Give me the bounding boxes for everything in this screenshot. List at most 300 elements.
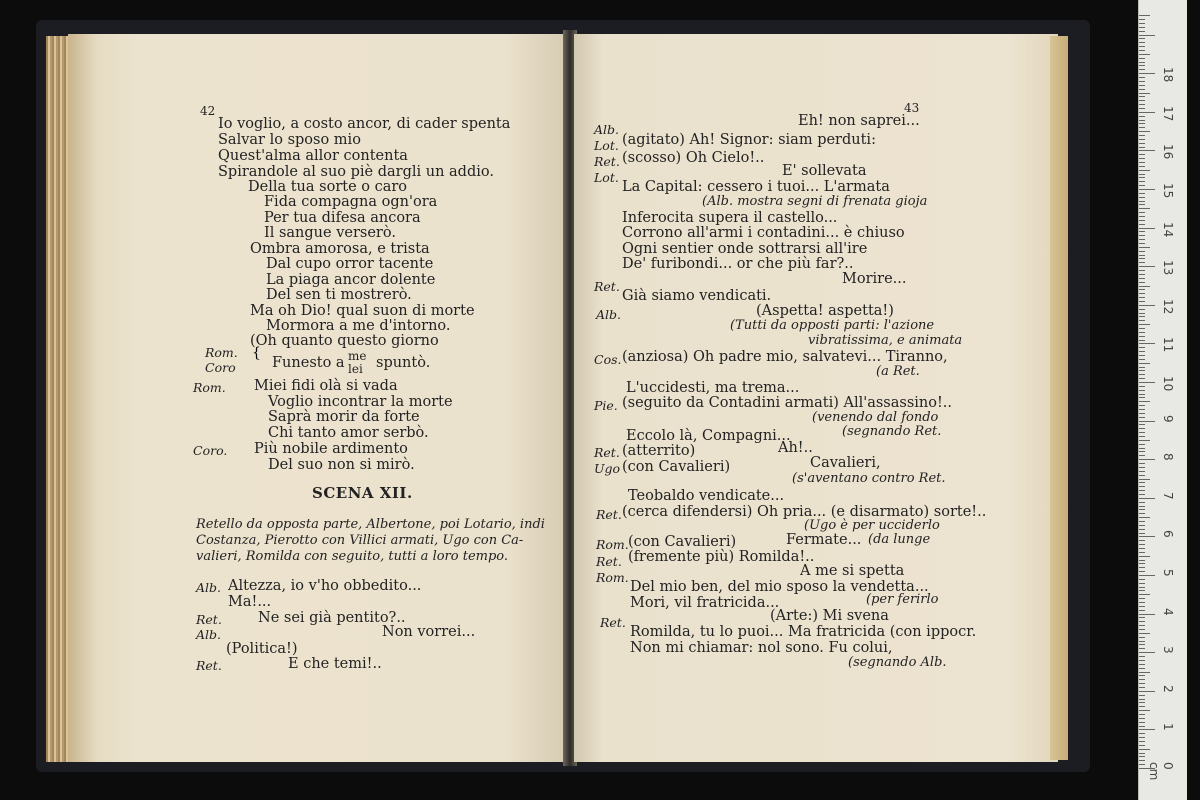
ruler-tick (1139, 421, 1155, 422)
ruler-tick (1139, 494, 1145, 495)
speaker: Alb. (196, 627, 221, 642)
brace-icon: { (252, 345, 261, 361)
ruler-tick (1139, 382, 1155, 383)
speaker: Lot. (594, 170, 619, 185)
ruler-tick (1139, 85, 1145, 86)
ruler-tick (1139, 444, 1145, 445)
dialogue-line: (atterrito) (622, 443, 696, 459)
dialogue-line: De' furibondi... or che più far?.. (622, 256, 854, 272)
ruler-tick (1139, 351, 1145, 352)
ruler-tick (1139, 108, 1145, 109)
ruler-tick (1139, 127, 1145, 128)
ruler-tick (1139, 239, 1145, 240)
speaker: Alb. (596, 307, 621, 322)
verse-line: Miei fidi olà si vada (254, 378, 398, 394)
ruler-tick (1139, 170, 1150, 171)
ruler-tick (1139, 235, 1145, 236)
ruler-tick (1139, 208, 1150, 209)
verse-line: Chi tanto amor serbò. (268, 425, 429, 441)
ruler-tick (1139, 718, 1145, 719)
ruler-tick (1139, 764, 1145, 765)
ruler-tick (1139, 397, 1145, 398)
ruler-tick (1139, 228, 1155, 229)
ruler-tick (1139, 413, 1145, 414)
ruler-tick (1139, 73, 1155, 74)
ruler-tick (1139, 77, 1145, 78)
speaker: Rom. (193, 380, 226, 395)
dialogue-line: (con Cavalieri) (622, 459, 731, 475)
ruler-tick (1139, 760, 1145, 761)
ruler-tick (1139, 224, 1145, 225)
ruler-tick (1139, 405, 1145, 406)
ruler-tick (1139, 62, 1145, 63)
ruler-tick (1139, 23, 1145, 24)
ruler-tick (1139, 590, 1145, 591)
verse-line: (Oh quanto questo giorno (250, 333, 439, 349)
ruler-tick (1139, 463, 1145, 464)
ruler-number: 10 (1161, 376, 1175, 392)
ruler-number: 14 (1161, 221, 1175, 237)
speaker: Coro. (193, 443, 228, 458)
ruler-tick (1139, 38, 1145, 39)
ruler-tick (1139, 370, 1145, 371)
verse-line: Saprà morir da forte (268, 409, 420, 425)
ruler-tick (1139, 521, 1145, 522)
dialogue-line: (seguito da Contadini armati) All'assassino!.. (622, 395, 953, 411)
ruler-number: 11 (1161, 337, 1175, 353)
dialogue-line: Romilda, tu lo puoi... Ma fratricida (con ippocr. (630, 624, 977, 640)
dialogue-line: Ne sei già pentito?.. (258, 610, 406, 626)
ruler-tick (1139, 123, 1145, 124)
speaker: Rom. (596, 537, 629, 552)
ruler-tick (1139, 286, 1150, 287)
ruler-tick (1139, 672, 1150, 673)
ruler-tick (1139, 679, 1145, 680)
ruler-tick (1139, 340, 1145, 341)
ruler-tick (1139, 683, 1145, 684)
ruler-tick (1139, 610, 1145, 611)
ruler-tick (1139, 440, 1150, 441)
ruler-number: 4 (1161, 607, 1175, 616)
ruler-tick (1139, 675, 1145, 676)
ruler-tick (1139, 722, 1145, 723)
ruler-tick (1139, 166, 1145, 167)
verse-line: Del sen ti mostrerò. (266, 287, 412, 303)
ruler-tick (1139, 517, 1150, 518)
dialogue-line: (Politica!) (226, 641, 298, 657)
ruler-tick (1139, 104, 1145, 105)
verse-line: La piaga ancor dolente (266, 272, 436, 288)
dialogue-line: (cerca difendersi) Oh pria... (e disarmato) sorte!.. (622, 504, 987, 520)
ruler-tick (1139, 513, 1145, 514)
verse-line: Salvar lo sposo mio (218, 132, 361, 148)
ruler-tick (1139, 525, 1145, 526)
ruler-tick (1139, 251, 1145, 252)
dialogue-line: (fremente più) Romilda!.. (628, 549, 815, 565)
ruler-tick (1139, 386, 1145, 387)
dialogue-line: Corrono all'armi i contadini... è chiuso (622, 225, 905, 241)
ruler-tick (1139, 93, 1150, 94)
ruler-tick (1139, 533, 1145, 534)
ruler-tick (1139, 424, 1145, 425)
ruler-tick (1139, 266, 1155, 267)
ruler-tick (1139, 448, 1145, 449)
ruler-tick (1139, 560, 1145, 561)
verse-line: Della tua sorte o caro (248, 179, 408, 195)
ruler-tick (1139, 394, 1145, 395)
ruler-tick (1139, 293, 1145, 294)
ruler-tick (1139, 355, 1145, 356)
ruler-tick (1139, 177, 1145, 178)
dialogue-line: Teobaldo vendicate... (628, 488, 785, 504)
ruler-tick (1139, 181, 1145, 182)
ruler-tick (1139, 27, 1145, 28)
verse-line: Per tua difesa ancora (264, 210, 421, 226)
ruler-tick (1139, 756, 1145, 757)
ruler-tick (1139, 749, 1150, 750)
stage-direction: (Tutti da opposti parti: l'azione (730, 318, 935, 333)
speaker: Lot. (594, 138, 619, 153)
verse-line: spuntò. (376, 355, 431, 371)
speaker: Rom. (205, 345, 238, 360)
stage-direction: valieri, Romilda con seguito, tutti a loro tempo. (196, 549, 509, 564)
ruler-tick (1139, 544, 1145, 545)
dialogue-line: La Capital: cessero i tuoi... L'armata (622, 179, 890, 195)
scene-title: SCENA XII. (312, 484, 413, 502)
ruler-tick (1139, 417, 1145, 418)
ruler-tick (1139, 660, 1145, 661)
ruler-tick (1139, 65, 1145, 66)
stage-direction: Retello da opposta parte, Albertone, poi Lotario, indi (196, 517, 545, 532)
ruler-tick (1139, 185, 1145, 186)
ruler-tick (1139, 695, 1145, 696)
ruler-tick (1139, 409, 1145, 410)
ruler-tick (1139, 212, 1145, 213)
dialogue-line: Eccolo là, Compagni... (626, 428, 791, 444)
stage-direction: (segnando Alb. (848, 655, 947, 670)
verse-line: Del suo non si mirò. (268, 457, 415, 473)
alt-word: me (348, 349, 367, 363)
ruler-tick (1139, 467, 1145, 468)
ruler-tick (1139, 664, 1145, 665)
ruler-tick (1139, 737, 1145, 738)
ruler-tick (1139, 274, 1145, 275)
dialogue-line: (anziosa) Oh padre mio, salvatevi... Tiranno, (622, 349, 948, 365)
ruler-tick (1139, 621, 1145, 622)
ruler-tick (1139, 471, 1145, 472)
ruler-number: 13 (1161, 260, 1175, 276)
verse-line: Ombra amorosa, e trista (250, 241, 430, 257)
ruler-tick (1139, 617, 1145, 618)
page-number: 43 (904, 101, 920, 115)
alt-word: lei (348, 362, 363, 376)
ruler-number: 5 (1161, 569, 1175, 577)
verse-line: Mormora a me d'intorno. (266, 318, 451, 334)
speaker: Pie. (594, 398, 618, 413)
ruler-tick (1139, 15, 1150, 16)
right-page-edge (1050, 36, 1068, 760)
ruler-tick (1139, 193, 1145, 194)
ruler-tick (1139, 687, 1145, 688)
ruler-tick (1139, 506, 1145, 507)
verse-line: Il sangue verserò. (264, 225, 396, 241)
ruler-number: 7 (1161, 491, 1175, 500)
ruler-tick (1139, 536, 1155, 537)
ruler-tick (1139, 378, 1145, 379)
ruler-tick (1139, 552, 1145, 553)
ruler-tick (1139, 58, 1145, 59)
ruler-tick (1139, 46, 1145, 47)
ruler-tick (1139, 31, 1145, 32)
ruler-tick (1139, 332, 1145, 333)
ruler-tick (1139, 652, 1155, 653)
ruler-tick (1139, 714, 1145, 715)
ruler-tick (1139, 139, 1145, 140)
ruler-tick (1139, 301, 1145, 302)
ruler-tick (1139, 482, 1145, 483)
ruler-tick (1139, 374, 1145, 375)
ruler-tick (1139, 35, 1155, 36)
ruler-number: 18 (1161, 67, 1175, 83)
ruler-number: 8 (1161, 453, 1175, 461)
ruler-tick (1139, 50, 1145, 51)
speaker: Ret. (196, 612, 222, 627)
ruler-tick (1139, 455, 1145, 456)
ruler-number: 9 (1161, 414, 1175, 423)
ruler-tick (1139, 243, 1145, 244)
dialogue-line: Ogni sentier onde sottrarsi all'ire (622, 241, 868, 257)
ruler-tick (1139, 270, 1145, 271)
verse-line: Io voglio, a costo ancor, di cader spenta (218, 116, 511, 132)
ruler-tick (1139, 313, 1145, 314)
speaker: Ret. (596, 507, 622, 522)
ruler-number: 0 cm (1147, 762, 1175, 781)
ruler-number: 6 (1161, 530, 1175, 539)
dialogue-line: Già siamo vendicati. (622, 288, 772, 304)
ruler-tick (1139, 436, 1145, 437)
ruler-tick (1139, 320, 1145, 321)
dialogue-line: Altezza, io v'ho obbedito... (228, 578, 422, 594)
ruler-tick (1139, 479, 1150, 480)
ruler-tick (1139, 571, 1145, 572)
ruler-tick (1139, 741, 1145, 742)
ruler-tick (1139, 699, 1145, 700)
dialogue-line: E' sollevata (782, 163, 867, 179)
stage-direction: (Alb. mostra segni di frenata gioja (702, 194, 928, 209)
ruler-tick (1139, 328, 1145, 329)
ruler-tick (1139, 691, 1155, 692)
ruler-tick (1139, 629, 1145, 630)
speaker: Rom. (596, 570, 629, 585)
ruler-tick (1139, 583, 1145, 584)
dialogue-line: Non vorrei... (382, 624, 476, 640)
ruler-tick (1139, 150, 1155, 151)
dialogue-line: (Aspetta! aspetta!) (756, 303, 894, 319)
speaker: Ret. (596, 554, 622, 569)
ruler-tick (1139, 587, 1145, 588)
ruler-tick (1139, 459, 1155, 460)
ruler-tick (1139, 729, 1155, 730)
verse-line: Voglio incontrar la morte (268, 394, 453, 410)
dialogue-line: (scosso) Oh Cielo!.. (622, 150, 765, 166)
measuring-ruler (1138, 0, 1187, 800)
ruler-tick (1139, 96, 1145, 97)
ruler-tick (1139, 316, 1145, 317)
ruler-tick (1139, 726, 1145, 727)
ruler-tick (1139, 579, 1145, 580)
ruler-tick (1139, 174, 1145, 175)
ruler-tick (1139, 220, 1145, 221)
ruler-tick (1139, 247, 1150, 248)
ruler-tick (1139, 81, 1145, 82)
ruler-tick (1139, 363, 1150, 364)
ruler-tick (1139, 540, 1145, 541)
ruler-number: 15 (1161, 183, 1175, 199)
stage-direction: vibratissima, e animata (808, 333, 963, 348)
ruler-tick (1139, 486, 1145, 487)
ruler-tick (1139, 548, 1145, 549)
speaker: Alb. (594, 122, 619, 137)
dialogue-line: Non mi chiamar: nol sono. Fu colui, (630, 640, 893, 656)
stage-direction: (venendo dal fondo (812, 410, 939, 425)
speaker: Ret. (594, 445, 620, 460)
ruler-tick (1139, 502, 1145, 503)
ruler-tick (1139, 702, 1145, 703)
ruler-tick (1139, 204, 1145, 205)
ruler-tick (1139, 648, 1145, 649)
ruler-tick (1139, 278, 1145, 279)
ruler-tick (1139, 641, 1145, 642)
ruler-tick (1139, 347, 1145, 348)
dialogue-line: Inferocita supera il castello... (622, 210, 838, 226)
stage-direction: (segnando Ret. (842, 424, 942, 439)
ruler-tick (1139, 19, 1145, 20)
ruler-tick (1139, 625, 1145, 626)
ruler-tick (1139, 390, 1145, 391)
ruler-tick (1139, 753, 1145, 754)
ruler-tick (1139, 668, 1145, 669)
ruler-tick (1139, 475, 1145, 476)
verse-line: Ma oh Dio! qual suon di morte (250, 303, 475, 319)
stage-direction: (a Ret. (876, 364, 920, 379)
ruler-number: 1 (1161, 723, 1175, 732)
ruler-tick (1139, 706, 1145, 707)
ruler-tick (1139, 297, 1145, 298)
verse-line: Funesto a (272, 355, 345, 371)
ruler-tick (1139, 428, 1145, 429)
ruler-tick (1139, 401, 1150, 402)
ruler-tick (1139, 289, 1145, 290)
ruler-tick (1139, 563, 1145, 564)
ruler-tick (1139, 231, 1145, 232)
verse-line: Dal cupo orror tacente (266, 256, 434, 272)
ruler-tick (1139, 451, 1145, 452)
ruler-tick (1139, 216, 1145, 217)
dialogue-line: Ah!.. (778, 440, 813, 456)
dialogue-line: (agitato) Ah! Signor: siam perduti: (622, 132, 876, 148)
ruler-tick (1139, 100, 1145, 101)
ruler-tick (1139, 733, 1145, 734)
stage-direction: (da lunge (868, 532, 931, 547)
speaker: Ugo (594, 461, 621, 476)
ruler-tick (1139, 602, 1145, 603)
ruler-tick (1139, 147, 1145, 148)
ruler-tick (1139, 116, 1145, 117)
stage-direction: (per ferirlo (866, 592, 939, 607)
ruler-tick (1139, 614, 1155, 615)
ruler-tick (1139, 197, 1145, 198)
ruler-tick (1139, 556, 1150, 557)
ruler-number: 3 (1161, 646, 1175, 654)
stage-direction: (Ugo è per ucciderlo (804, 518, 940, 533)
ruler-tick (1139, 529, 1145, 530)
ruler-tick (1139, 189, 1155, 190)
dialogue-line: Mori, vil fratricida... (630, 595, 780, 611)
ruler-tick (1139, 637, 1145, 638)
ruler-tick (1139, 309, 1145, 310)
dialogue-line: Morire... (842, 271, 907, 287)
ruler-tick (1139, 606, 1145, 607)
verse-line: Più nobile ardimento (254, 441, 408, 457)
ruler-tick (1139, 432, 1145, 433)
ruler-tick (1139, 710, 1150, 711)
stage-direction: Costanza, Pierotto con Villici armati, Ugo con Ca- (196, 533, 524, 548)
ruler-tick (1139, 162, 1145, 163)
ruler-tick (1139, 567, 1145, 568)
ruler-tick (1139, 644, 1145, 645)
ruler-tick (1139, 509, 1145, 510)
ruler-tick (1139, 575, 1155, 576)
ruler-tick (1139, 131, 1150, 132)
ruler-tick (1139, 120, 1145, 121)
dialogue-line: Fermate... (786, 532, 862, 548)
ruler-tick (1139, 598, 1145, 599)
ruler-tick (1139, 498, 1155, 499)
dialogue-line: (con Cavalieri) (628, 534, 737, 550)
dialogue-line: Cavalieri, (810, 455, 881, 471)
ruler-tick (1139, 112, 1155, 113)
ruler-tick (1139, 42, 1145, 43)
ruler-tick (1139, 490, 1145, 491)
ruler-number: 17 (1161, 105, 1175, 122)
ruler-tick (1139, 154, 1145, 155)
ruler-tick (1139, 367, 1145, 368)
ruler-number: 16 (1161, 144, 1175, 160)
stage-direction: (s'aventano contro Ret. (792, 471, 946, 486)
ruler-tick (1139, 201, 1145, 202)
ruler-tick (1139, 143, 1145, 144)
dialogue-line: E che temi!.. (288, 656, 382, 672)
ruler-tick (1139, 89, 1145, 90)
ruler-tick (1139, 262, 1145, 263)
ruler-tick (1139, 633, 1150, 634)
ruler-tick (1139, 258, 1145, 259)
ruler-number: 2 (1161, 684, 1175, 693)
ruler-tick (1139, 745, 1145, 746)
ruler-number: 12 (1161, 298, 1175, 315)
ruler-tick (1139, 359, 1145, 360)
speaker: Ret. (594, 154, 620, 169)
ruler-tick (1139, 594, 1150, 595)
ruler-tick (1139, 282, 1145, 283)
ruler-tick (1139, 158, 1145, 159)
dialogue-line: (Arte:) Mi svena (770, 608, 889, 624)
ruler-tick (1139, 656, 1145, 657)
ruler-tick (1139, 343, 1155, 344)
speaker: Ret. (600, 615, 626, 630)
page-number: 42 (200, 104, 216, 118)
ruler-tick (1139, 305, 1155, 306)
